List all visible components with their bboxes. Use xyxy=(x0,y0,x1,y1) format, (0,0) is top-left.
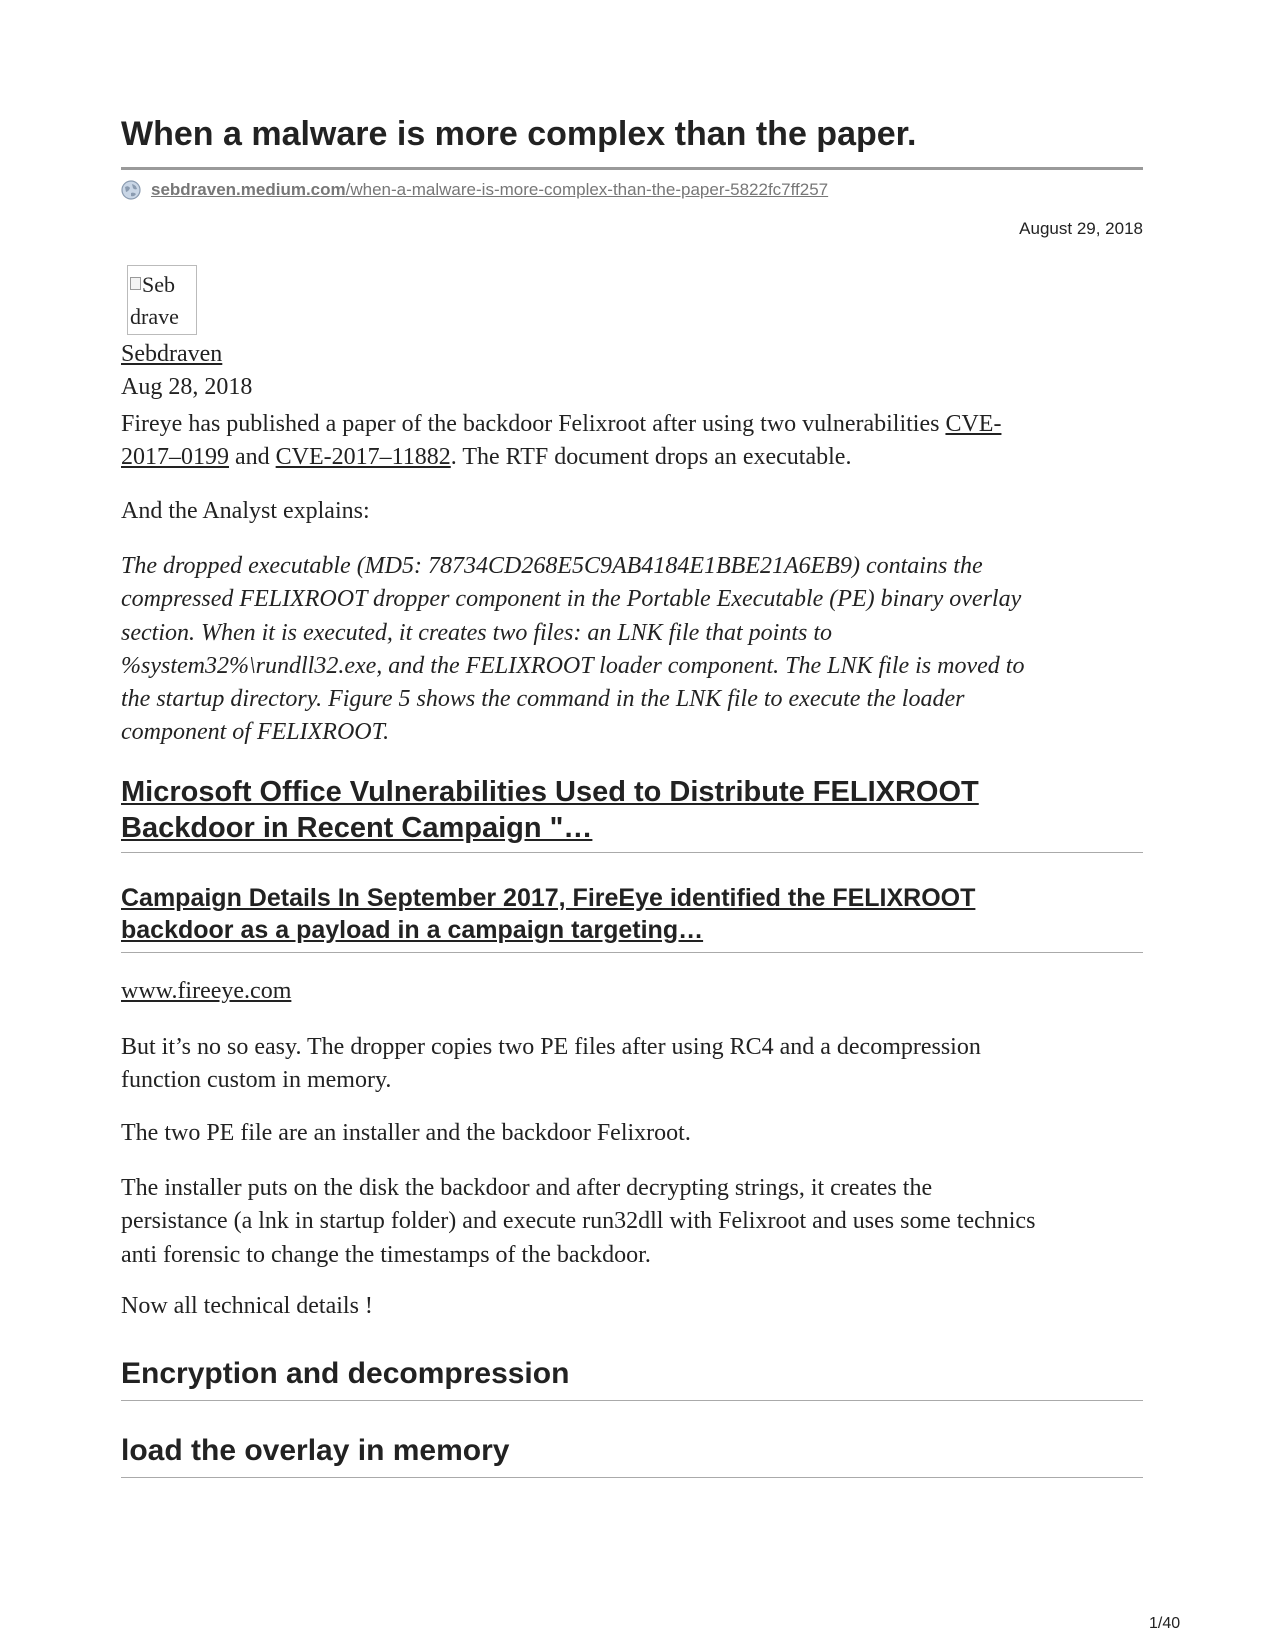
paragraph-line: The installer puts on the disk the backdoor and after decrypting strings, it creates the xyxy=(121,1175,933,1201)
paragraph-line: But it’s no so easy. The dropper copies two PE files after using RC4 and a decompression xyxy=(121,1034,981,1060)
quote-line: %system32%\rundll32.exe, and the FELIXROOT loader component. The LNK file is moved to xyxy=(121,652,1025,679)
link-card-site xyxy=(121,975,1143,1008)
link-card-divider xyxy=(121,952,1143,953)
paragraph-technical: Now all technical details ! xyxy=(121,1293,373,1319)
source-link[interactable] xyxy=(151,180,828,200)
capture-date: August 29, 2018 xyxy=(1019,219,1143,238)
link-card-title-line: Microsoft Office Vulnerabilities Used to Distribute FELIXROOT xyxy=(121,776,979,808)
link-card-description-link[interactable] xyxy=(121,884,975,944)
link-card-divider xyxy=(121,852,1143,853)
section-heading-overlay: load the overlay in memory xyxy=(121,1434,510,1467)
cve1-part2: 2017–0199 xyxy=(121,444,229,471)
link-card-desc-line: Campaign Details In September 2017, FireEye identified the FELIXROOT xyxy=(121,884,976,912)
page-number: 1/40 xyxy=(1149,1615,1181,1632)
author-name-link[interactable]: Sebdraven xyxy=(121,341,223,367)
link-card-title-link[interactable] xyxy=(121,776,979,844)
quote-line: section. When it is executed, it creates two files: an LNK file that points to xyxy=(121,619,833,646)
link-card-desc-line: backdoor as a payload in a campaign targeting… xyxy=(121,916,704,944)
paragraph-installer xyxy=(121,1172,1143,1272)
post-date: Aug 28, 2018 xyxy=(121,374,253,400)
title-divider xyxy=(121,167,1143,170)
avatar xyxy=(127,265,197,335)
section-divider xyxy=(121,1400,1143,1401)
link-card-title-line: Backdoor in Recent Campaign "… xyxy=(121,812,593,844)
paragraph-pe-files: The two PE file are an installer and the backdoor Felixroot. xyxy=(121,1120,691,1146)
paragraph-line: function custom in memory. xyxy=(121,1067,392,1094)
intro-end-text: . The RTF document drops an executable. xyxy=(450,444,852,471)
source-domain: sebdraven.medium.com xyxy=(151,180,346,199)
globe-icon xyxy=(121,180,141,200)
link-card-description xyxy=(121,882,1143,946)
quote-line: The dropped executable (MD5: 78734CD268E5C9AB4184E1BBE21A6EB9) contains the xyxy=(121,553,983,579)
broken-image-icon xyxy=(130,277,141,290)
section-heading-encryption: Encryption and decompression xyxy=(121,1357,570,1390)
section-divider xyxy=(121,1477,1143,1478)
author-block xyxy=(121,338,252,404)
cve1-part1: CVE- xyxy=(945,411,1002,437)
avatar-alt-text-2: drave xyxy=(130,304,179,329)
analyst-line: And the Analyst explains: xyxy=(121,498,370,524)
intro-text: Fireye has published a paper of the backdoor Felixroot after using two vulnerabilities xyxy=(121,411,946,437)
cve-2017-11882-link[interactable]: CVE-2017–11882 xyxy=(275,444,451,471)
fireeye-site-link[interactable]: www.fireeye.com xyxy=(121,978,292,1004)
paragraph-line: persistance (a lnk in startup folder) and execute run32dll with Felixroot and uses some technics xyxy=(121,1208,1036,1235)
intro-and: and xyxy=(229,444,276,471)
intro-paragraph xyxy=(121,408,1143,475)
avatar-alt-text-1: Seb xyxy=(142,272,175,297)
quote-line: the startup directory. Figure 5 shows the command in the LNK file to execute the loader xyxy=(121,686,965,713)
page-title: When a malware is more complex than the paper. xyxy=(121,115,917,153)
quote-block xyxy=(121,550,1143,750)
paragraph-line: anti forensic to change the timestamps of the backdoor. xyxy=(121,1241,651,1268)
paragraph-dropper xyxy=(121,1031,1143,1098)
quote-line: component of FELIXROOT. xyxy=(121,719,390,746)
source-url xyxy=(121,180,828,200)
link-card-title xyxy=(121,774,1143,846)
quote-line: compressed FELIXROOT dropper component in the Portable Executable (PE) binary overlay xyxy=(121,586,1022,613)
source-path: /when-a-malware-is-more-complex-than-the-paper-5822fc7ff257 xyxy=(345,180,829,199)
